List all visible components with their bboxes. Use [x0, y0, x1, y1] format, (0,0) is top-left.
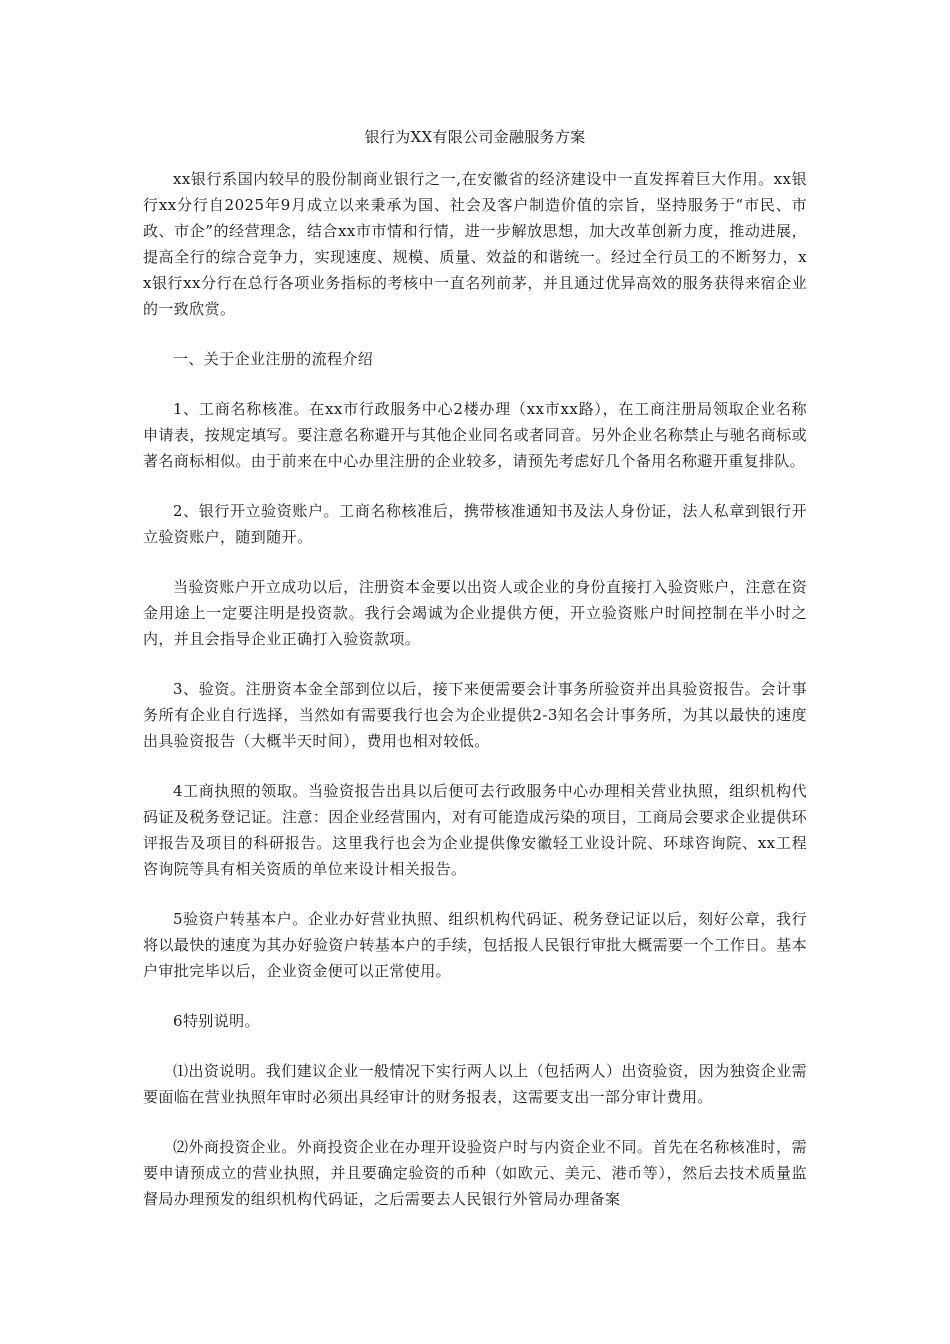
step-6-paragraph: 6特别说明。: [173, 1012, 260, 1030]
intro-paragraph: xx银行系国内较早的股份制商业银行之一,在安徽省的经济建设中一直发挥着巨大作用。xx银行xx分行自2025年9月成立以来秉承为国、社会及客户制造价值的宗旨，坚持服务于“市民、市政、市企”的经营理念，结合xx市市情和行情，进一步解放思想，加大改革创新力度，推动进展，提高全行的综合竞争力，实现速度、规模、质量、效益的和谐统一。经过全行员工的不断努力，xx银行xx分行在总行各项业务指标的考核中一直名列前茅，并且通过优异高效的服务获得来宿企业的一致欣赏。: [143, 170, 807, 318]
step-3-paragraph: 3、验资。注册资本金全部到位以后，接下来便需要会计事务所验资并出具验资报告。会计事务所有企业自行选择，当然如有需要我行也会为企业提供2-3知名会计事务所，为其以最快的速度出具验资报告（大概半天时间），费用也相对较低。: [143, 680, 807, 750]
document-title: 银行为XX有限公司金融服务方案: [364, 128, 586, 146]
document-page: [143, 124, 807, 1236]
step-1-paragraph: 1、工商名称核准。在xx市行政服务中心2楼办理（xx市xx路），在工商注册局领取企业名称申请表，按规定填写。要注意名称避开与其他企业同名或者同音。另外企业名称禁止与驰名商标或著名商标相似。由于前来在中心办里注册的企业较多，请预先考虑好几个备用名称避开重复排队。: [143, 400, 807, 470]
step-5-paragraph: 5验资户转基本户。企业办好营业执照、组织机构代码证、税务登记证以后，刻好公章，我行将以最快的速度为其办好验资户转基本户的手续，包括报人民银行审批大概需要一个工作日。基本户审批完毕以后，企业资金便可以正常使用。: [143, 910, 807, 980]
section-heading: 一、关于企业注册的流程介绍: [173, 350, 374, 368]
note-1-paragraph: ⑴出资说明。我们建议企业一般情况下实行两人以上（包括两人）出资验资，因为独资企业需要面临在营业执照年审时必须出具经审计的财务报表，这需要支出一部分审计费用。: [143, 1062, 807, 1106]
step-4-paragraph: 4工商执照的领取。当验资报告出具以后便可去行政服务中心办理相关营业执照，组织机构代码证及税务登记证。注意：因企业经营围内，对有可能造成污染的项目，工商局会要求企业提供环评报告及项目的科研报告。这里我行也会为企业提供像安徽轻工业设计院、环球咨询院、xx工程咨询院等具有相关资质的单位来设计相关报告。: [143, 782, 807, 878]
deposit-note-paragraph: 当验资账户开立成功以后，注册资本金要以出资人或企业的身份直接打入验资账户，注意在资金用途上一定要注明是投资款。我行会竭诚为企业提供方便，开立验资账户时间控制在半小时之内，并且会指导企业正确打入验资款项。: [143, 578, 807, 648]
step-2-paragraph: 2、银行开立验资账户。工商名称核准后，携带核准通知书及法人身份证，法人私章到银行开立验资账户，随到随开。: [143, 502, 807, 546]
note-2-paragraph: ⑵外商投资企业。外商投资企业在办理开设验资户时与内资企业不同。首先在名称核准时，需要申请预成立的营业执照，并且要确定验资的币种（如欧元、美元、港币等），然后去技术质量监督局办理预发的组织机构代码证，之后需要去人民银行外管局办理备案: [143, 1138, 807, 1208]
